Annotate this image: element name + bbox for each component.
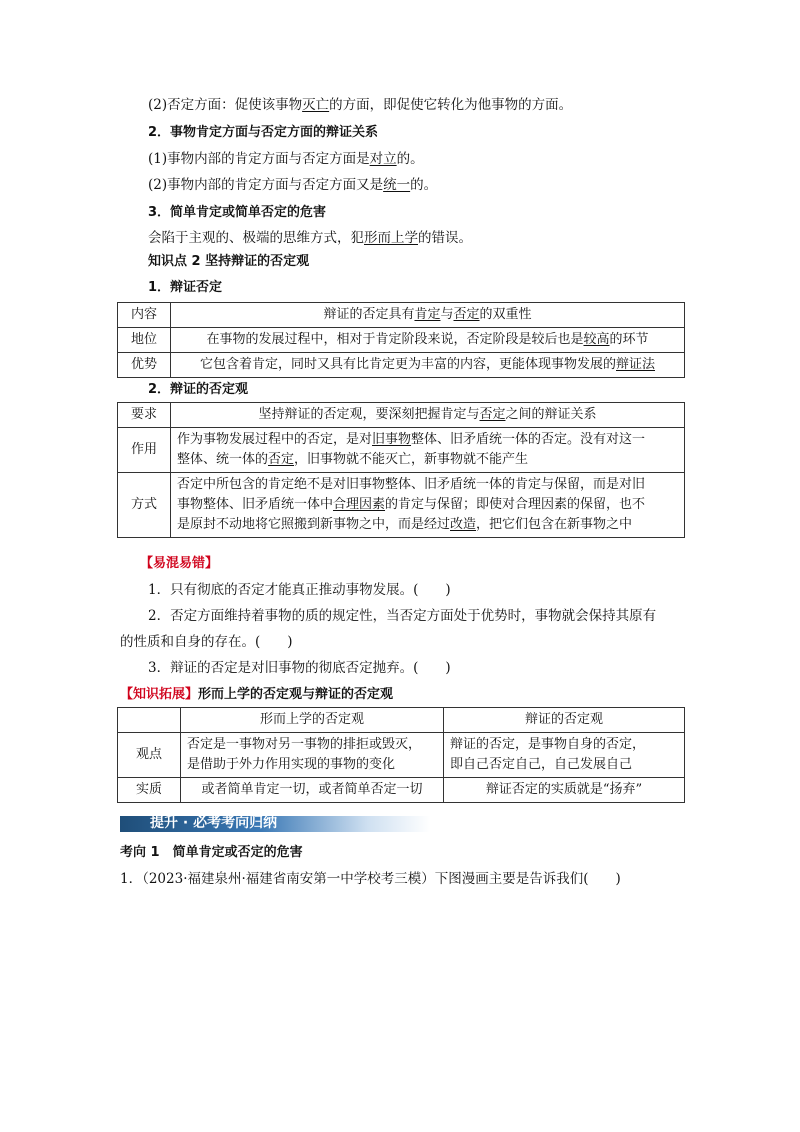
header-dialectic: 辩证的否定观	[444, 708, 685, 733]
table-dialectic-view	[117, 402, 685, 538]
confuse-item-1: 1．只有彻底的否定才能真正推动事物发展。( )	[148, 582, 451, 598]
row-key: 优势	[118, 353, 171, 378]
paragraph-unity: (2)事物内部的肯定方面与否定方面又是统一的。	[148, 177, 438, 193]
row-key: 方式	[118, 473, 171, 538]
heading-dialectic-view: 2．辩证的否定观	[148, 382, 249, 397]
table-row	[118, 428, 685, 473]
table-dialectic-negation	[117, 302, 685, 378]
row-value: 辩证的否定具有肯定与否定的双重性	[171, 303, 685, 328]
table-negation-comparison	[117, 707, 685, 803]
table-row	[118, 353, 685, 378]
table-row	[118, 328, 685, 353]
row-value-dialectic: 辩证的否定，是事物自身的否定， 即自己否定自己，自己发展自己	[444, 733, 685, 778]
row-value: 否定中所包含的肯定绝不是对旧事物整体、旧矛盾统一体的肯定与保留，而是对旧 事物整体、旧矛盾统一体中合理因素的肯定与保留；即使对合理因素的保留，也不 是原封不动地将它照搬到新事物之中，而是经过改造，把它们包含在新事物之中	[171, 473, 685, 538]
row-key: 要求	[118, 403, 171, 428]
expand-title: 【知识拓展】	[120, 687, 199, 702]
row-key: 作用	[118, 428, 171, 473]
confuse-item-2-line-1: 2．否定方面维持着事物的质的规定性，当否定方面处于优势时，事物就会保持其原有	[148, 608, 657, 624]
row-key: 内容	[118, 303, 171, 328]
confuse-item-2-line-2: 的性质和自身的存在。( )	[120, 634, 293, 650]
knowledge-point-2-title: 知识点 2 坚持辩证的否定观	[148, 254, 310, 269]
row-value: 它包含着肯定，同时又具有比肯定更为丰富的内容，更能体现事物发展的辩证法	[171, 353, 685, 378]
expand-text: 形而上学的否定观与辩证的否定观	[198, 687, 394, 702]
table-row	[118, 708, 685, 733]
table-row	[118, 733, 685, 778]
row-value-dialectic: 辩证否定的实质就是“扬弃”	[444, 778, 685, 803]
expand-heading	[120, 684, 393, 705]
heading-danger: 3．简单肯定或简单否定的危害	[148, 205, 327, 220]
direction-1-title: 考向 1 简单肯定或否定的危害	[120, 845, 303, 860]
confuse-title: 【易混易错】	[140, 556, 219, 571]
heading-dialectic-negation: 1．辩证否定	[148, 280, 223, 295]
table-row	[118, 778, 685, 803]
paragraph-metaphysics-error: 会陷于主观的、极端的思维方式，犯形而上学的错误。	[148, 230, 472, 246]
paragraph-opposite: (1)事物内部的肯定方面与否定方面是对立的。	[148, 151, 424, 167]
table-row	[118, 473, 685, 538]
heading-dialectic-relation: 2．事物肯定方面与否定方面的辩证关系	[148, 125, 379, 140]
question-1: 1．（2023·福建泉州·福建省南安第一中学校考三模）下图漫画主要是告诉我们( )	[120, 871, 621, 887]
row-key: 地位	[118, 328, 171, 353]
confuse-item-3: 3．辩证的否定是对旧事物的彻底否定抛弃。( )	[148, 660, 451, 676]
table-row	[118, 403, 685, 428]
row-value: 坚持辩证的否定观，要深刻把握肯定与否定之间的辩证关系	[171, 403, 685, 428]
row-value: 作为事物发展过程中的否定，是对旧事物整体、旧矛盾统一体的否定。没有对这一 整体、统一体的否定，旧事物就不能灭亡，新事物就不能产生	[171, 428, 685, 473]
header-empty-cell	[118, 708, 181, 733]
row-value-metaphysics: 否定是一事物对另一事物的排拒或毁灭， 是借助于外力作用实现的事物的变化	[181, 733, 444, 778]
header-metaphysics: 形而上学的否定观	[181, 708, 444, 733]
row-value-metaphysics: 或者简单肯定一切，或者简单否定一切	[181, 778, 444, 803]
section-banner-text: 提升 · 必考考向归纳	[150, 815, 278, 831]
paragraph-negative-aspect: (2)否定方面：促使该事物灭亡的方面，即促使它转化为他事物的方面。	[148, 97, 573, 113]
row-key: 实质	[118, 778, 181, 803]
table-row	[118, 303, 685, 328]
row-value: 在事物的发展过程中，相对于肯定阶段来说，否定阶段是较后也是较高的环节	[171, 328, 685, 353]
row-key: 观点	[118, 733, 181, 778]
